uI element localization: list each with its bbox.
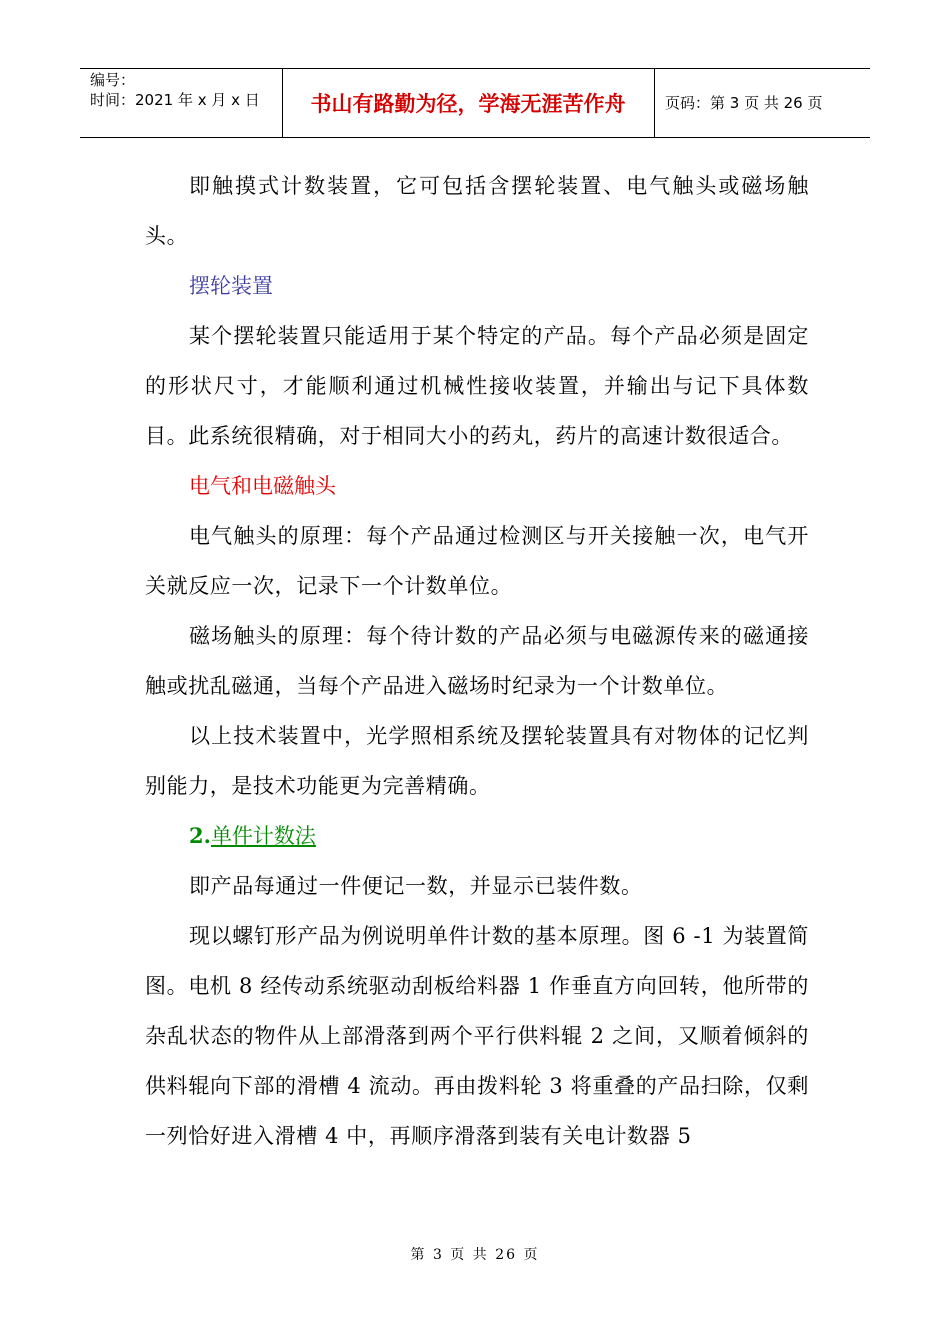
section-heading-single-count-method bbox=[145, 811, 809, 861]
header-page-cell bbox=[655, 69, 870, 137]
serial-number-label: 编号： bbox=[90, 71, 136, 89]
header-motto-cell bbox=[282, 69, 655, 137]
paragraph: 以上技术装置中，光学照相系统及摆轮装置具有对物体的记忆判别能力，是技术功能更为完善精确。 bbox=[145, 724, 809, 798]
heading-link-text[interactable]: 单件计数法 bbox=[210, 824, 316, 848]
heading-number: 2. bbox=[189, 823, 211, 848]
header-motto: 书山有路勤为径，学海无涯苦作舟 bbox=[310, 92, 626, 116]
paragraph: 电气触头的原理：每个产品通过检测区与开关接触一次，电气开关就反应一次，记录下一个计数单位。 bbox=[145, 524, 809, 598]
page-footer: 第 3 页 共 26 页 bbox=[410, 1247, 540, 1263]
paragraph: 现以螺钉形产品为例说明单件计数的基本原理。图 6 -1 为装置简图。电机 8 经传动系统驱动刮板给料器 1 作垂直方向回转，他所带的杂乱状态的物件从上部滑落到两个平行供料辊 2 之间，又顺着倾斜的供料辊向下部的滑槽 4 流动。再由拨料轮 3 将重叠的产品扫除，仅剩一列恰好进入滑槽 4 中，再顺序滑落到装有关电计数器 5 bbox=[145, 924, 809, 1148]
header-page-info: 页码：第 3 页 共 26 页 bbox=[665, 94, 823, 112]
header-meta-cell bbox=[80, 69, 283, 137]
section-heading-electrical-contacts: 电气和电磁触头 bbox=[189, 474, 336, 498]
time-label: 时间：2021 年 x 月 x 日 bbox=[90, 91, 260, 109]
section-heading-pendulum-device: 摆轮装置 bbox=[189, 274, 273, 298]
document-body bbox=[145, 161, 809, 1161]
paragraph: 即产品每通过一件便记一数，并显示已装件数。 bbox=[189, 874, 643, 898]
page-header bbox=[80, 68, 870, 138]
paragraph: 磁场触头的原理：每个待计数的产品必须与电磁源传来的磁通接触或扰乱磁通，当每个产品进入磁场时纪录为一个计数单位。 bbox=[145, 624, 809, 698]
paragraph: 某个摆轮装置只能适用于某个特定的产品。每个产品必须是固定的形状尺寸，才能顺利通过机械性接收装置，并输出与记下具体数目。此系统很精确，对于相同大小的药丸，药片的高速计数很适合。 bbox=[145, 324, 809, 448]
paragraph: 即触摸式计数装置，它可包括含摆轮装置、电气触头或磁场触头。 bbox=[145, 174, 809, 248]
